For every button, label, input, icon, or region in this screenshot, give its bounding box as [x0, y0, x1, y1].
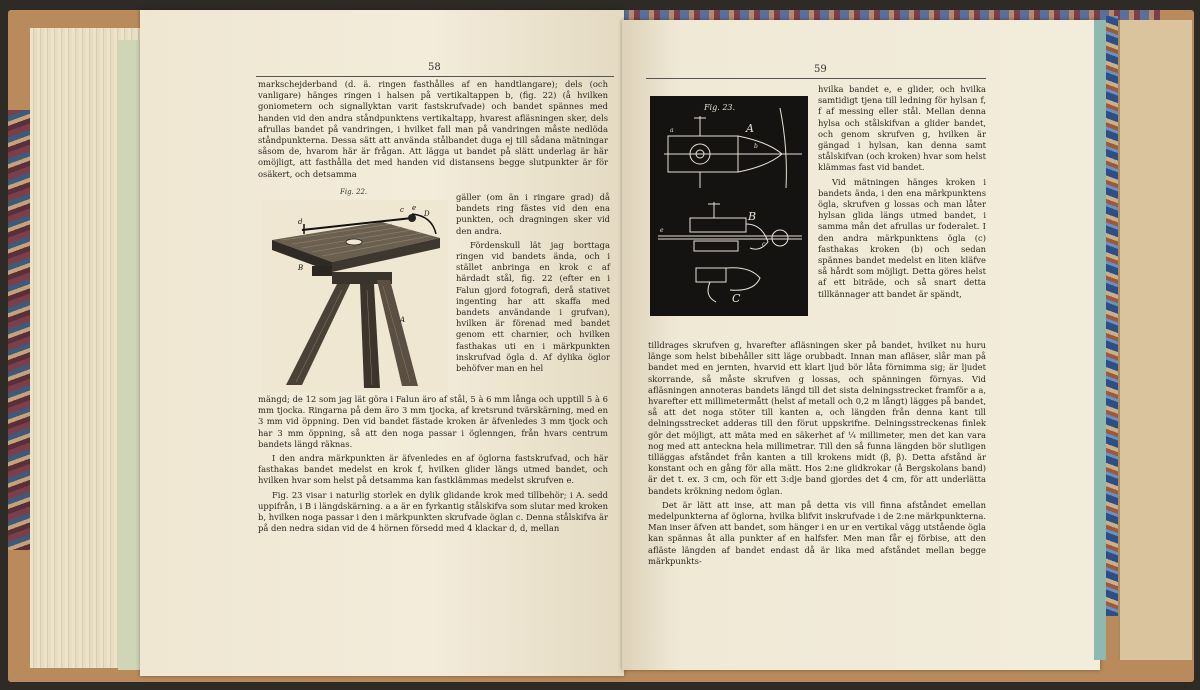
left-header-rule — [256, 76, 614, 77]
fig-22-label-c: c — [400, 206, 404, 214]
fig-23-label-e: e — [660, 227, 664, 234]
right-page-number: 59 — [814, 64, 827, 75]
page-edge-right — [1094, 20, 1106, 660]
page-edge-left — [118, 40, 140, 670]
left-side-text: gäller (om än i ringare grad) då bandets ring fästes vid den ena punkten, och dragningen sker vid den andra. Fördenskull lät jag borttaga ringen vid bandets ända, och i stället anbringa en krok c af härdadt stål, fig. 22 (efter en i Falun gjord fotografi, derå stativet ingenting har att skaffa med bandets användande i grufvan), hvilken är förenad med bandet genom ett charnier, och hvilken fasthakas uti en i märkpunkten inskrufvad ögla d. Af dylika öglor behöfver man en hel — [456, 192, 610, 374]
fig-23-label-a: a — [670, 127, 674, 134]
right-header-rule — [646, 78, 986, 79]
marbled-cover-left — [8, 110, 30, 550]
fig-22-caption: Fig. 22. — [340, 188, 368, 196]
fig-22-tripod-illustration — [262, 200, 448, 392]
fig-22-label-D: D — [424, 210, 430, 218]
left-bottom-text: mängd; de 12 som jag lät göra i Falun äro af stål, 5 à 6 mm långa och upptill 5 à 6 mm tjocka. Ringarna på dem äro 3 mm tjocka, af kretsrund tvärskärning, med en 3 mm vid öppning. Den vid bandet fästade kroken är äfvenledes 3 mm tjock och har 3 mm öppning, så att den noga passar i öglenngen, från hvars centrum bandets längd räknas. I den andra märkpunkten är äfvenledes en af öglorna fastskrufvad, och här fasthakas bandet medelst en krok f, hvilken glider längs utmed bandet, och hvilken hvar som helst på detsamma kan fastklämmas medelst skrufven e. Fig. 23 visar i naturlig storlek en dylik glidande krok med tillbehör; i A. sedd uppifrån, i B i längdskärning. a a är en fyrkantig stålskifva som slutar med kroken b, hvilken noga passar i den i märkpunkten skrufvade öglan c. Denna stålskifva är på den nedra sidan vid de 4 hörnen försedd med 4 klackar d, d, mellan — [258, 394, 608, 534]
fig-22-label-B: B — [298, 264, 304, 272]
marbled-cover-right — [1106, 16, 1118, 616]
fig-22-label-A: A — [400, 316, 406, 324]
fig-23-label-A: A — [746, 122, 754, 135]
left-top-paragraph: markschejderband (d. ä. ringen fasthålles af en handtlangare); dels (och vanligare) hänges ringen i halsen på vertikaltappen b, (fig. 22) (å hvilken goniometern och signallyktan varit fastskrufvade) och bandet spännes med handen vid den andra ståndpunktens vertikaltapp, hvarest afläsningen sker, dels afrullas bandet på vandringen, i hvilket fall man på vandringen måste nedlöda ståndpunkterna. Dessa sätt att använda stålbandet duga ej till sådana mätningar såsom de, hvarom här är frågan. Att lägga ut bandet på slätt underlag är här omöjligt, att fasthålla det med handen vid distansens begge slutpunkter är för osäkert, och detsamma — [258, 79, 608, 179]
endpaper-right — [1118, 20, 1192, 660]
fig-23-label-c: c — [762, 241, 766, 248]
fig-23-label-B: B — [748, 210, 757, 223]
fig-22-label-e: e — [412, 204, 417, 212]
right-bottom-text: tilldrages skrufven g, hvarefter afläsningen sker på bandet, hvilket nu huru länge som helst bibehåller sitt läge orubbadt. Innan man afläser, slår man på bandet med en jernten, hvarvid ett klart ljud bör låta förnimma sig; är ljudet skorrande, så måste skrufven g lossas, och spänningen förnyas. Vid afläsningen annoteras bandets längd till det sista delningsstrecket framför a a, hvarefter ett millimetermått (helst af metall och 0,2 m långt) lägges på bandet, så att det noga stöter till kanten a, och längden från denna kant till delningsstrecket adderas till den förut uppskrifne. Delningsstreckenas finlek gör det möjligt, att mäta med en säkerhet af ¼ millimeter, men det kan vara nog med att anteckna hela millimetrar. Till den så funna längden bör slutligen tilläggas afståndet från kanten a till krokens midt (β, β). Detta afstånd är konstant och en gång för alla mätt. Hos 2:ne glidkrokar (å Bergskolans band) är det t. ex. 3 cm, och för ett 3:dje band gjordes det 4 cm, för att underlätta bandets krökning nedom öglan. Det är lätt att inse, att man på detta vis vill finna afståndet emellan medelpunkterna af öglorna, hvilka blifvit inskrufvade i de 2:ne märkpunkterna. Man inser äfven att bandet, som hänger i en ur en vertikal vägg utstående ögla kan spännas åt alla punkter af en halfsfer. Men man får ej förbise, att den afläste längden af bandet endast då är lika med afståndet mellan begge märkpunkts- — [648, 340, 986, 566]
fig-22-label-d: d — [298, 218, 303, 226]
fig-23-caption: Fig. 23. — [704, 103, 736, 112]
fig-23-label-C: C — [732, 292, 741, 305]
left-page-number: 58 — [428, 62, 441, 73]
marbled-cover-top — [600, 10, 1160, 20]
fig-23-illustration — [650, 96, 808, 316]
fig-23-label-b: b — [754, 143, 758, 150]
right-side-text: hvilka bandet e, e glider, och hvilka samtidigt tjena till ledning för hylsan f, f af messing eller stål. Mellan denna hylsa och stålskifvan a glider bandet, och genom skrufven g, hvilken är gängad i hylsan, kan denna samt stålskifvan (och kroken) hvar som helst klämmas fast vid bandet. Vid mätningen hänges kroken i bandets ända, i den ena märkpunktens ögla, skrufven g lossas och man låter hylsan glida längs utmed bandet, i samma mån det afrullas ur foderalet. I den andra märkpunktens ögla (c) fasthakas kroken (b) och sedan spännes bandet medelst en liten kläfve så hårdt som möjligt. Detta göres helst af ett biträde, och så snart detta tillkännager att bandet är spändt, — [818, 84, 986, 299]
